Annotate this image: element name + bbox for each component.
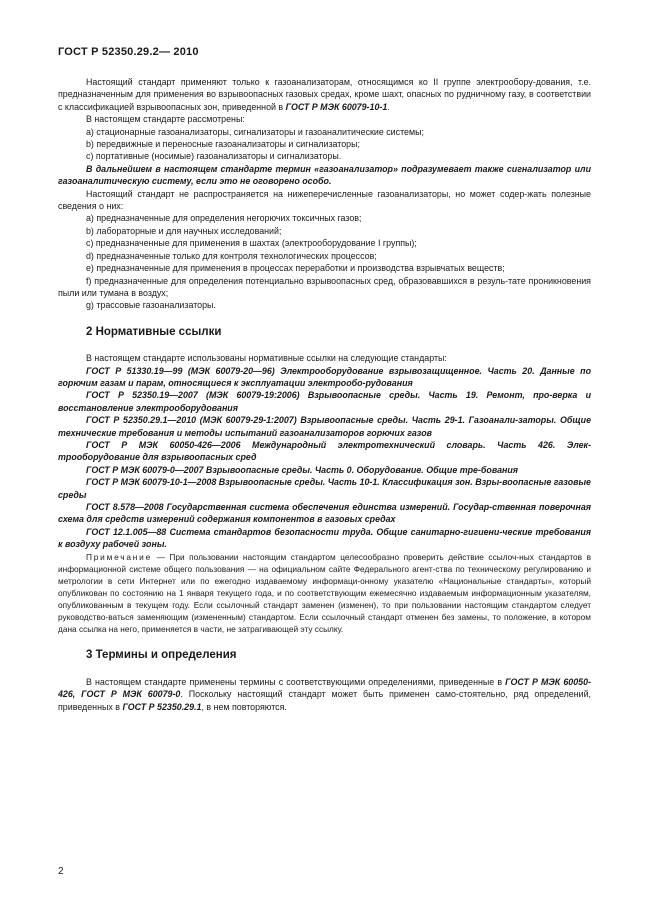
list-item: c) предназначенные для применения в шахтах (электрооборудование I группы); (86, 238, 417, 249)
note-label: Примечание (86, 551, 153, 562)
list-item: b) передвижные и переносные газоанализаторы и сигнализаторы; (86, 139, 360, 150)
normative-reference: ГОСТ 12.1.005—88 Система стандартов безопасности труда. Общие санитарно-гигиени-ческие требования к воздуху рабочей зоны. (58, 526, 591, 550)
list-item: d) предназначенные только для контроля технологических процессов; (86, 250, 377, 261)
scope-considered: В настоящем стандарте рассмотрены: (86, 114, 245, 125)
normative-reference: ГОСТ 8.578—2008 Государственная система обеспечения единства измерений. Государ-ственная поверочная схема для средств измерений содержания компонентов в газовых средах (58, 502, 591, 525)
normative-reference: ГОСТ Р 52350.19—2007 (МЭК 60079-19:2006) Взрывоопасные среды. Часть 19. Ремонт, про-верка и восстановление электрооборудования (58, 390, 591, 413)
list-item: f) предназначенные для определения потенциально взрывоопасных сред, образовавшихся в резуль-тате проникновения пыли или тумана в воздух; (58, 275, 591, 298)
section-heading-normative: 2 Нормативные ссылки (86, 325, 222, 338)
list-item: a) предназначенные для определения негорючих токсичных газов; (86, 213, 362, 224)
list-item: g) трассовые газоанализаторы. (86, 300, 216, 311)
terms-reference: ГОСТ Р 52350.29.1 (122, 701, 202, 712)
normative-reference: ГОСТ Р 52350.29.1—2010 (МЭК 60079-29-1:2007) Взрывоопасные среды. Часть 29-1. Газоанали-заторы. Общие технические требования и методы испытаний газоанализаторов горючих газов (58, 415, 591, 438)
scope-paragraph: Настоящий стандарт применяют только к газоанализаторам, относящимся ко II группе электрообору-дования, т.е. предназначенным для применения во взрывоопасных газовых средах, кроме шахт, опасных по рудничному газу, в соответствии с классификацией взрывоопасных зон, приведенной в ГОСТ Р МЭК 60079-10-1. (58, 77, 591, 112)
normative-intro: В настоящем стандарте использованы нормативные ссылки на следующие стандарты: (86, 353, 447, 364)
section-heading-terms: 3 Термины и определения (86, 649, 237, 662)
scope-reference: ГОСТ Р МЭК 60079-10-1 (285, 101, 388, 112)
normative-reference: ГОСТ Р 51330.19—99 (МЭК 60079-20—96) Электрооборудование взрывозащищенное. Часть 20. Данные по горючим газам и парам, относящиеся к эксплуатации электрообо-рудования (58, 365, 591, 388)
note: Примечание — При пользовании настоящим стандартом целесообразно проверить действие ссылоч-ных стандартов в информационной системе общего пользования — на официальном сайте Федерального агент-ства по техническому регулированию и метрологии в сети Интернет или по ежегодно издаваемому информаци-онному указателю «Национальные стандарты», который опубликован по состоянию на 1 января текущего года, и по соответствующим ежемесячно издаваемым информационным указателям, опубликованным в текущем году. Если ссылочный стандарт заменен (изменен), то при пользовании настоящим стандартом следует руководство-ваться заменяющим (измененным) стандартом. Если ссылочный стандарт отменен без замены, то положение, в котором дана ссылка на него, применяется в части, не затрагивающей эту ссылку. (58, 551, 591, 635)
document-body (58, 76, 591, 713)
list-item: e) предназначенные для применения в процессах переработки и производства взрывчатых веществ; (86, 263, 505, 274)
term-clarification: В дальнейшем в настоящем стандарте термин «газоанализатор» подразумевает также сигнализатор или газоаналитическую систему, если это не оговорено особо. (58, 163, 591, 187)
normative-reference: ГОСТ Р МЭК 60079-10-1—2008 Взрывоопасные среды. Часть 10-1. Классификация зон. Взры-воопасные газовые среды (58, 477, 591, 500)
normative-reference: ГОСТ Р МЭК 60050-426—2006 Международный электротехнический словарь. Часть 426. Элек-трооборудование для взрывоопасных сред (58, 439, 591, 463)
terms-paragraph: В настоящем стандарте применены термины с соответствующими определениями, приведенные в ГОСТ Р МЭК 60050-426, ГОСТ Р МЭК 60079-0. Поскольку настоящий стандарт может быть применен само-стоятельно, ряд определений, приведенных в ГОСТ Р 52350.29.1, в нем повторяются. (58, 676, 591, 712)
document-header: ГОСТ Р 52350.29.2— 2010 (58, 46, 199, 58)
page-number: 2 (58, 866, 64, 877)
terms-reference: ГОСТ Р МЭК 60050-426, ГОСТ Р МЭК 60079-0 (58, 676, 591, 700)
normative-reference: ГОСТ Р МЭК 60079-0—2007 Взрывоопасные среды. Часть 0. Оборудование. Общие тре-бования (86, 464, 519, 475)
scope-exclusions: Настоящий стандарт не распространяется на нижеперечисленные газоанализаторы, но может содер-жать полезные сведения о них: (58, 188, 591, 212)
list-item: b) лабораторные и для научных исследований; (86, 225, 282, 236)
list-item: c) портативные (носимые) газоанализаторы и сигнализаторы. (86, 151, 342, 162)
list-item: a) стационарные газоанализаторы, сигнализаторы и газоаналитические системы; (86, 126, 424, 137)
